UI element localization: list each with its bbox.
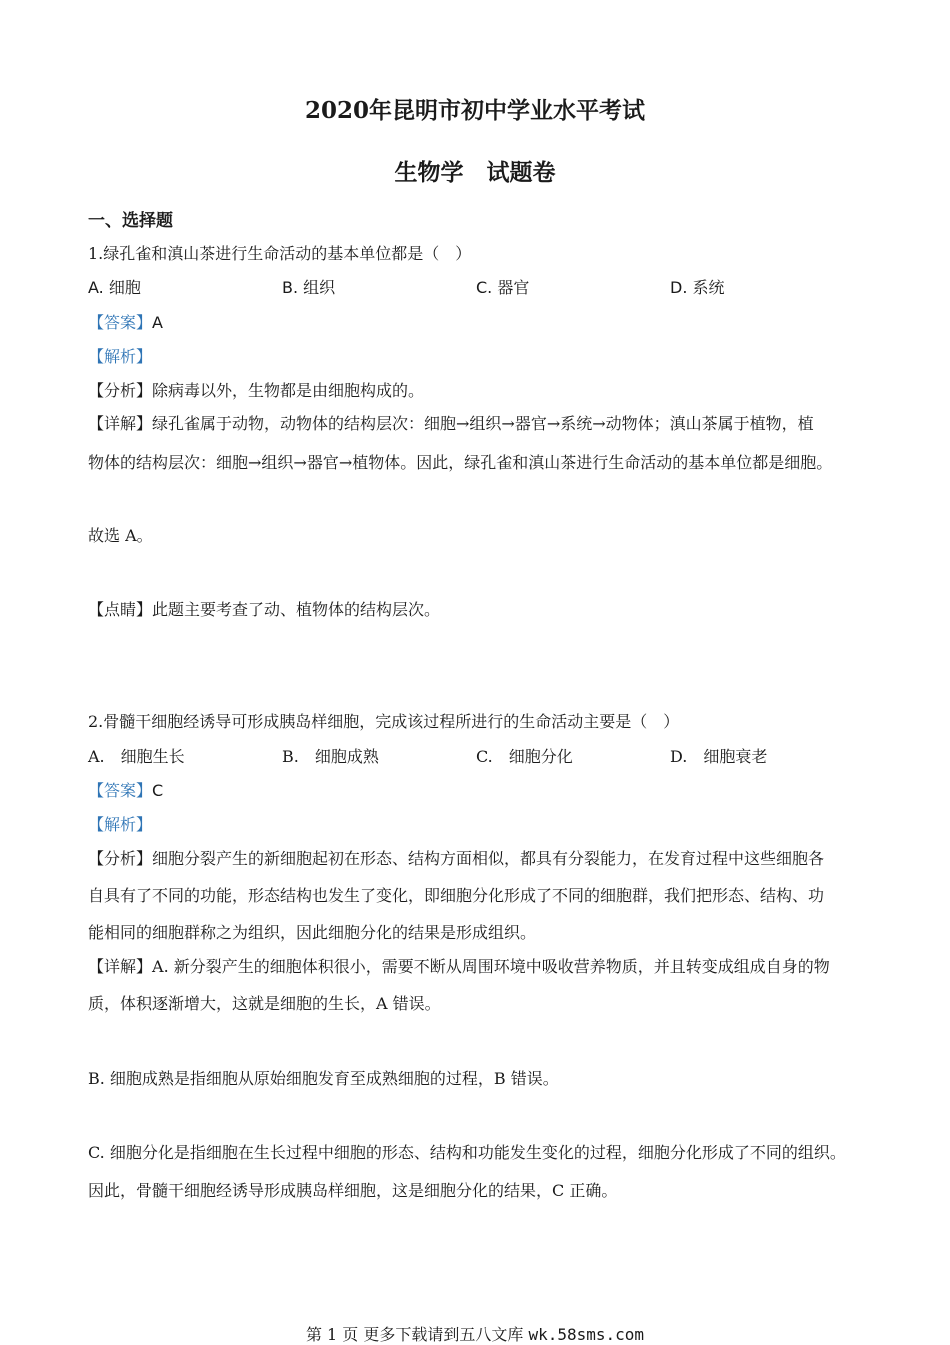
q2-analysis-text-1: 细胞分裂产生的新细胞起初在形态、结构方面相似，都具有分裂能力，在发育过程中这些细胞各 — [152, 849, 825, 868]
q2-jiexi-tag: 【解析】 — [88, 815, 153, 834]
q2-detail-text-1: A. 新分裂产生的细胞体积很小，需要不断从周围环境中吸收营养物质，并且转变成组成自身的物 — [152, 957, 830, 976]
q2-stem: 2.骨髓干细胞经诱导可形成胰岛样细胞，完成该过程所进行的生命活动主要是（ ） — [88, 712, 680, 731]
q2-option-c-explanation-1: C. 细胞分化是指细胞在生长过程中细胞的形态、结构和功能发生变化的过程，细胞分化形成了不同的组织。 — [88, 1143, 846, 1162]
q2-analysis-line-2: 自具有了不同的功能，形态结构也发生了变化，即细胞分化形成了不同的细胞群，我们把形态、结构、功 — [88, 886, 825, 905]
q2-option-c-explanation-2: 因此，骨髓干细胞经诱导形成胰岛样细胞，这是细胞分化的结果，C 正确。 — [88, 1181, 618, 1200]
q1-detail-text-1: 绿孔雀属于动物，动物体的结构层次：细胞→组织→器官→系统→动物体；滇山茶属于植物，植 — [152, 414, 814, 433]
q2-option-b: B. 细胞成熟 — [282, 747, 379, 766]
q2-detail-line-2: 质，体积逐渐增大，这就是细胞的生长，A 错误。 — [88, 994, 441, 1013]
q1-jiexi-tag: 【解析】 — [88, 347, 153, 366]
q1-option-a: A. 细胞 — [88, 278, 141, 297]
q1-analysis — [88, 378, 424, 401]
q1-conclusion: 故选 A。 — [88, 526, 153, 545]
q2-detail-line-1 — [88, 954, 830, 977]
q2-option-d: D. 细胞衰老 — [670, 747, 768, 766]
q1-stem: 1.绿孔雀和滇山茶进行生命活动的基本单位都是（ ） — [88, 244, 472, 263]
q2-analysis-tag: 【分析】 — [88, 849, 153, 868]
q1-option-b: B. 组织 — [282, 278, 336, 297]
q2-option-a: A. 细胞生长 — [88, 747, 185, 766]
q2-option-b-explanation: B. 细胞成熟是指细胞从原始细胞发育至成熟细胞的过程，B 错误。 — [88, 1069, 559, 1088]
footer-link[interactable]: wk.58sms.com — [528, 1325, 645, 1344]
q1-comment-tag: 【点睛】 — [88, 600, 153, 619]
q2-analysis-line-3: 能相同的细胞群称之为组织，因此细胞分化的结果是形成组织。 — [88, 923, 537, 942]
q2-option-c: C. 细胞分化 — [476, 747, 573, 766]
footer-text: 第 1 页 更多下载请到五八文库 — [305, 1325, 529, 1344]
q1-analysis-text: 除病毒以外，生物都是由细胞构成的。 — [152, 381, 425, 400]
q1-detail-tag: 【详解】 — [88, 414, 153, 433]
q1-answer — [88, 310, 163, 333]
q1-analysis-tag: 【分析】 — [88, 381, 153, 400]
q1-option-c: C. 器官 — [476, 278, 530, 297]
q1-comment-text: 此题主要考查了动、植物体的结构层次。 — [152, 600, 441, 619]
q1-comment — [88, 597, 440, 620]
q2-detail-tag: 【详解】 — [88, 957, 153, 976]
q1-detail-line-2: 物体的结构层次：细胞→组织→器官→植物体。因此，绿孔雀和滇山茶进行生命活动的基本单位都是细胞。 — [88, 453, 833, 472]
page-footer — [0, 1322, 950, 1345]
q1-option-d: D. 系统 — [670, 278, 725, 297]
section-heading: 一、选择题 — [88, 211, 173, 231]
q1-detail-line-1 — [88, 411, 814, 434]
q1-answer-tag: 【答案】 — [88, 313, 153, 332]
page-title: 2020年昆明市初中学业水平考试 — [304, 97, 645, 124]
page-subtitle: 生物学 试题卷 — [394, 159, 556, 186]
q2-analysis-line-1 — [88, 846, 824, 869]
q2-answer — [88, 778, 163, 801]
q2-answer-value: C — [152, 781, 164, 800]
q1-answer-value: A — [152, 313, 163, 332]
q2-answer-tag: 【答案】 — [88, 781, 153, 800]
